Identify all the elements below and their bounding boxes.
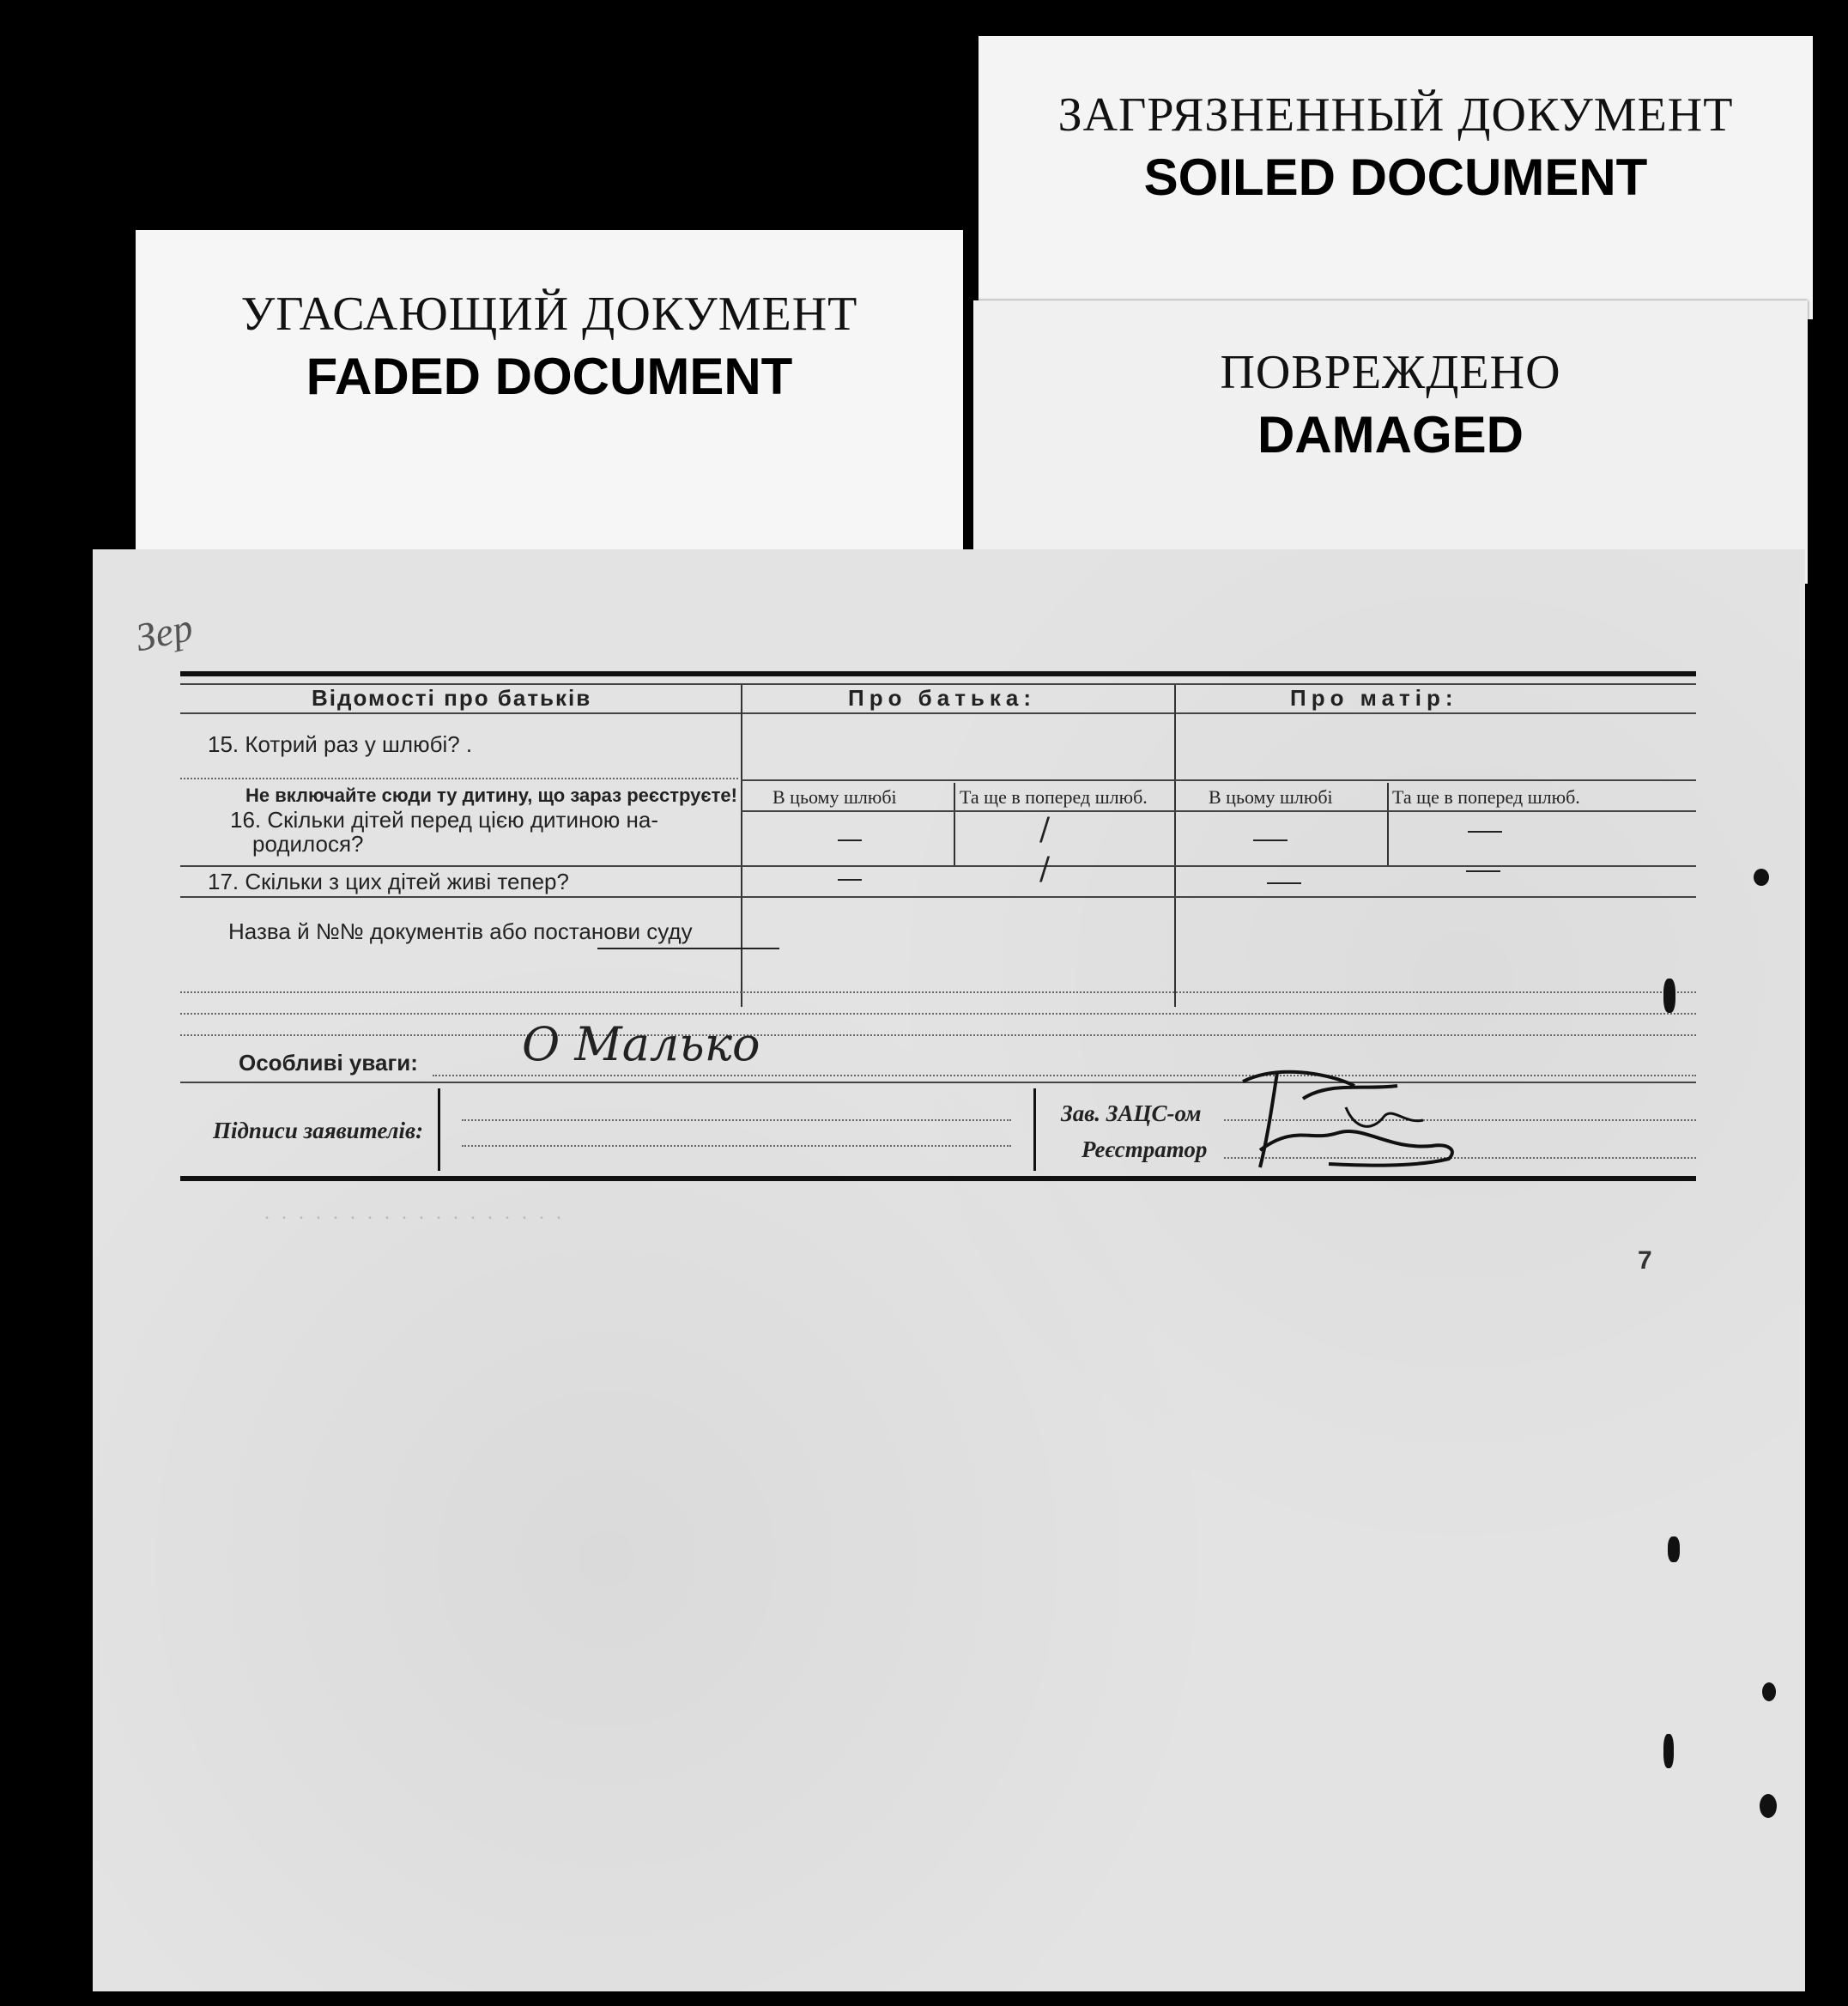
father-col-previous-marriage: Та ще в поперед шлюб. [960, 786, 1148, 808]
faded-title-en: FADED DOCUMENT [306, 348, 793, 405]
head-registry-label: Зав. ЗАЦС-ом [1061, 1100, 1202, 1126]
col-divider-father-sub [954, 783, 955, 865]
q15-divider-right [741, 779, 1696, 781]
signature-line-2 [462, 1145, 1011, 1147]
bleed-through-text: . . . . . . . . . . . . . . . . . . [264, 1202, 565, 1224]
punch-hole-3 [1760, 1794, 1777, 1818]
special-notes-handwriting: О Малько [522, 1017, 760, 1071]
documents-line-2 [180, 1013, 1696, 1015]
signatures-label: Підписи заявителів: [213, 1118, 424, 1143]
col-divider-1 [741, 685, 742, 1007]
documents-underline [597, 948, 779, 949]
soiled-document-card [979, 36, 1813, 319]
q17-divider [180, 896, 1696, 898]
signature-bracket-right [1033, 1088, 1036, 1171]
q15-divider [180, 778, 738, 779]
mother-col-previous-marriage: Та ще в поперед шлюб. [1392, 786, 1580, 808]
damaged-title-en: DAMAGED [1257, 406, 1524, 464]
damaged-title-ru: ПОВРЕЖДЕНО [1220, 346, 1561, 399]
question-17: 17. Скільки з цих дітей живі тепер? [208, 869, 569, 894]
soiled-title-ru: ЗАГРЯЗНЕННЫЙ ДОКУМЕНТ [1057, 88, 1734, 142]
soiled-title-en: SOILED DOCUMENT [1143, 148, 1648, 206]
q16-sub-underline [741, 810, 1696, 812]
dash-mother-prev-17 [1466, 870, 1500, 872]
damage-tear-3 [1668, 1536, 1680, 1562]
dash-mother-prev-16 [1468, 831, 1502, 833]
documents-line-3 [180, 1034, 1696, 1036]
documents-label: Назва й №№ документів або постанови суду [228, 918, 693, 944]
damage-tear-2 [1663, 1734, 1674, 1768]
official-signature [1226, 1047, 1483, 1185]
father-col-this-marriage: В цьому шлюбі [773, 786, 897, 808]
col-divider-mother-sub [1387, 783, 1389, 865]
header-underline [180, 712, 1696, 714]
question-15: 15. Котрий раз у шлюбі? . [208, 731, 473, 757]
mother-col-this-marriage: В цьому шлюбі [1209, 786, 1333, 808]
dash-mother-this-16 [1253, 839, 1288, 841]
slash-father-prev-16: / [1039, 812, 1051, 847]
special-notes-label: Особливі уваги: [239, 1050, 418, 1076]
documents-line-1 [180, 991, 1696, 993]
dash-father-this-16 [838, 839, 862, 841]
faded-document-card [136, 230, 963, 556]
header-mother: Про матір: [1290, 685, 1458, 711]
punch-hole-2 [1762, 1682, 1776, 1701]
header-father: Про батька: [848, 685, 1037, 711]
special-notes-line [433, 1075, 1696, 1076]
bottom-rule [180, 1176, 1696, 1181]
damage-tear-1 [1663, 979, 1675, 1013]
dash-father-this-17 [838, 879, 862, 881]
question-16-line1: 16. Скільки дітей перед цією дитиною на- [230, 807, 658, 833]
top-rule [180, 671, 1696, 676]
punch-hole-1 [1754, 869, 1769, 886]
pencil-mark: Зер [131, 604, 197, 660]
signature-bracket-left [438, 1088, 440, 1171]
registrar-label: Реєстратор [1082, 1136, 1208, 1162]
slash-father-prev-17: / [1039, 851, 1051, 887]
header-parents: Відомості про батьків [312, 685, 592, 711]
q16-divider [180, 865, 1696, 867]
question-16-note: Не включайте сюди ту дитину, що зараз реєструєте! [245, 785, 737, 806]
faded-title-ru: УГАСАЮЩИЙ ДОКУМЕНТ [240, 288, 858, 341]
page-number: 7 [1638, 1246, 1652, 1275]
signature-line-1 [462, 1119, 1011, 1121]
dash-mother-this-17 [1267, 882, 1301, 884]
question-16-line2: родилося? [252, 831, 364, 857]
col-divider-2 [1174, 685, 1176, 1007]
registration-form-page [93, 549, 1805, 1991]
damaged-card [973, 300, 1808, 584]
